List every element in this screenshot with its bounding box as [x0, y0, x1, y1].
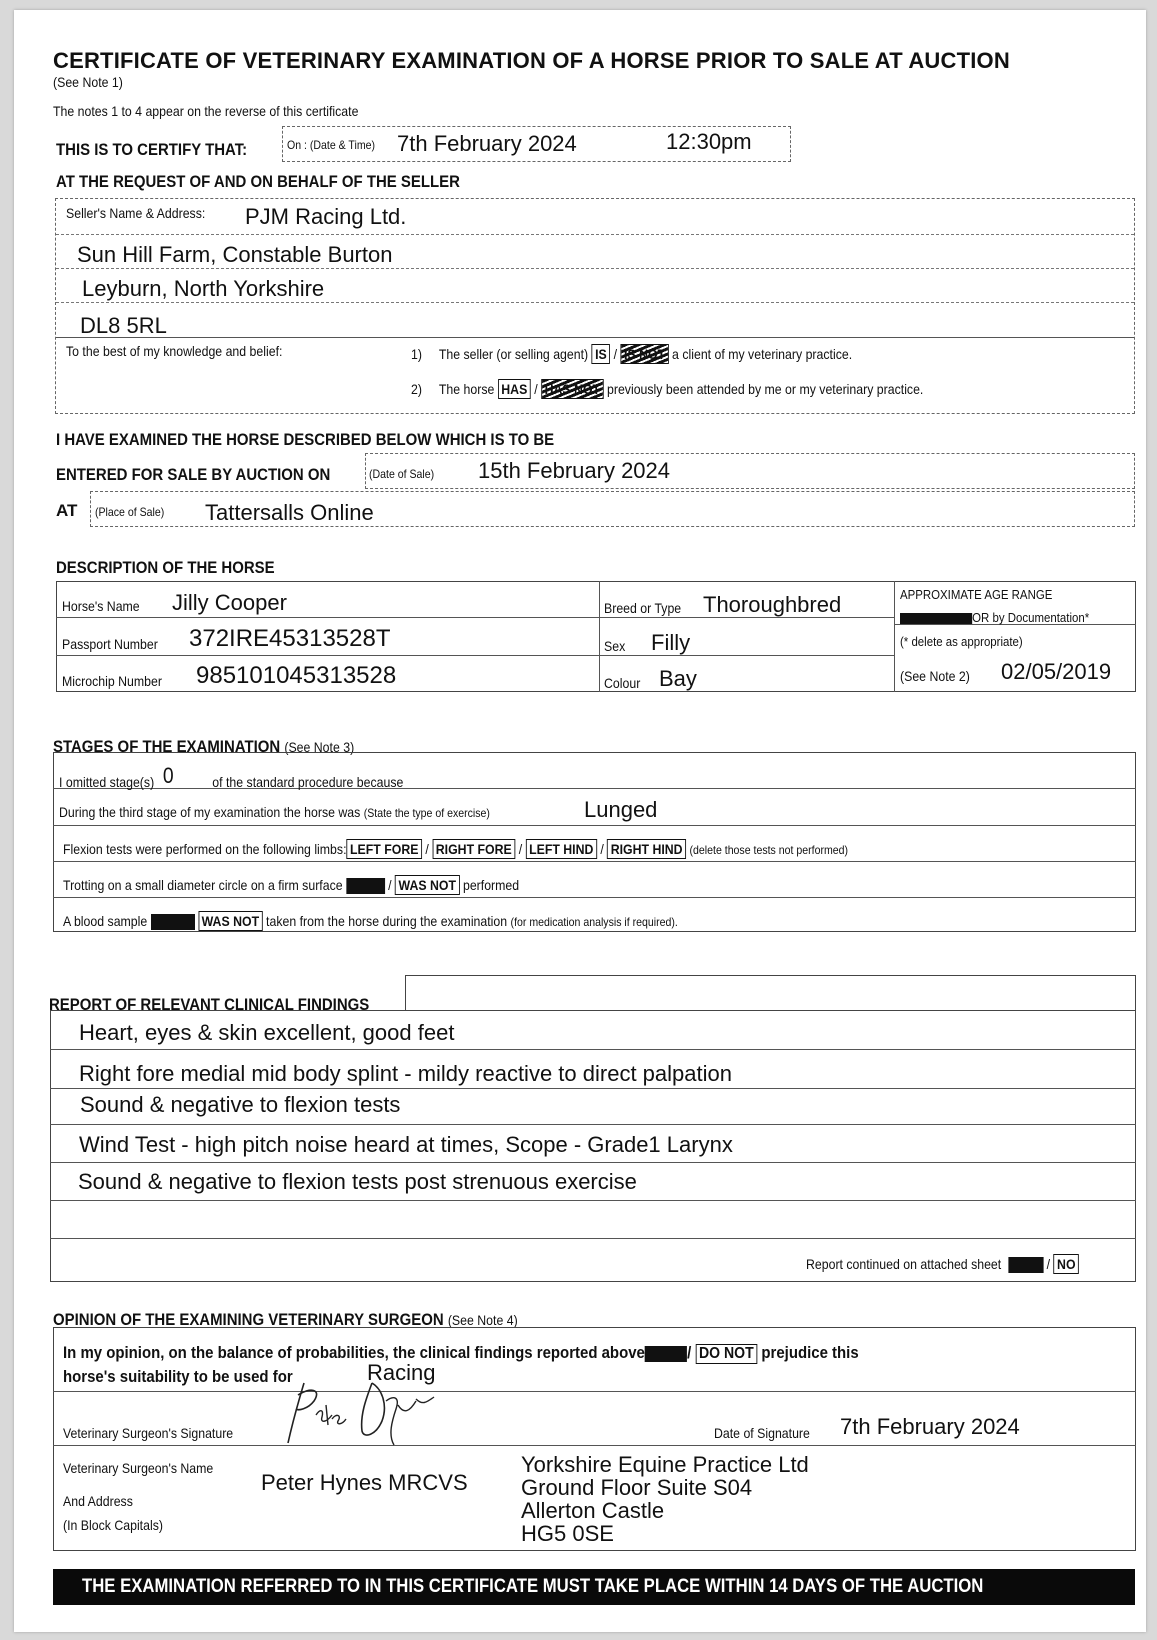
- limb-right-hind[interactable]: RIGHT HIND: [607, 839, 686, 859]
- trot-was-not-option[interactable]: WAS NOT: [395, 875, 460, 895]
- seller-client-statement: [411, 344, 852, 364]
- limb-right-fore[interactable]: RIGHT FORE: [432, 839, 515, 859]
- date-time-field[interactable]: [282, 126, 791, 162]
- certify-label: THIS IS TO CERTIFY THAT:: [56, 140, 248, 159]
- blood-post: taken from the horse during the examination: [266, 913, 508, 929]
- flexion-post: (delete those tests not performed): [689, 843, 849, 857]
- sale-date-label: (Date of Sale): [369, 467, 435, 481]
- vet-name-value[interactable]: Peter Hynes MRCVS: [261, 1470, 468, 1495]
- sale-date-field[interactable]: [365, 453, 1135, 489]
- vet-address-block[interactable]: [521, 1453, 809, 1545]
- intended-use-value[interactable]: Racing: [367, 1360, 436, 1385]
- third-stage-hint: (State the type of exercise): [363, 806, 490, 820]
- entered-label: ENTERED FOR SALE BY AUCTION ON: [56, 465, 331, 484]
- redaction: [900, 613, 972, 624]
- seller-name-value[interactable]: PJM Racing Ltd.: [245, 204, 407, 229]
- signature-label: Veterinary Surgeon's Signature: [63, 1425, 234, 1441]
- signature-svg: [276, 1375, 456, 1447]
- seller-address-line2[interactable]: Leyburn, North Yorkshire: [82, 276, 325, 301]
- slash: /: [388, 877, 392, 893]
- colour-value[interactable]: Bay: [659, 666, 697, 691]
- is-option[interactable]: IS: [592, 344, 611, 364]
- vet-address-line: Yorkshire Equine Practice Ltd: [521, 1452, 809, 1477]
- request-label: AT THE REQUEST OF AND ON BEHALF OF THE SELLER: [56, 172, 460, 191]
- vet-name-label: Veterinary Surgeon's Name: [63, 1460, 214, 1476]
- opinion-line2: horse's suitability to be used for: [63, 1367, 293, 1386]
- blood-pre: A blood sample: [63, 913, 148, 929]
- finding-line[interactable]: Sound & negative to flexion tests post strenuous exercise: [78, 1169, 637, 1194]
- omitted-pre: I omitted stage(s): [59, 774, 155, 790]
- seller-address-line1[interactable]: Sun Hill Farm, Constable Burton: [77, 242, 393, 267]
- slash: /: [425, 841, 429, 857]
- continued-no-option[interactable]: NO: [1054, 1254, 1080, 1274]
- omitted-value[interactable]: 0: [162, 763, 174, 788]
- footer-text: THE EXAMINATION REFERRED TO IN THIS CERTIFICATE MUST TAKE PLACE WITHIN 14 DAYS OF THE AUCTION: [81, 1576, 984, 1597]
- blood-was-redacted[interactable]: [151, 914, 195, 930]
- notes-line: The notes 1 to 4 appear on the reverse of this certificate: [53, 103, 359, 119]
- age-doc-label: OR by Documentation*: [972, 610, 1090, 625]
- slash: /: [1046, 1256, 1051, 1272]
- signature-date-value[interactable]: 7th February 2024: [840, 1414, 1020, 1439]
- has-not-option-struck[interactable]: HAS NOT: [541, 379, 603, 399]
- passport-label: Passport Number: [62, 636, 158, 652]
- at-label: AT: [56, 501, 78, 520]
- age-doc-line: [900, 610, 1089, 625]
- stages-title: STAGES OF THE EXAMINATION: [53, 737, 281, 756]
- continued-label: Report continued on attached sheet: [806, 1256, 1002, 1272]
- sale-place-value: Tattersalls Online: [205, 500, 374, 525]
- item2-pre: The horse: [438, 381, 495, 397]
- omitted-row: [59, 763, 404, 793]
- footer-notice: [53, 1569, 1135, 1605]
- blood-hint: (for medication analysis if required).: [510, 915, 678, 929]
- age-range-label: APPROXIMATE AGE RANGE: [900, 587, 1053, 602]
- belief-label: To the best of my knowledge and belief:: [66, 343, 283, 359]
- stages-note: (See Note 3): [284, 739, 355, 755]
- flexion-row: [63, 839, 848, 859]
- opinion-do-redacted[interactable]: [645, 1346, 687, 1362]
- microchip-value[interactable]: 985101045313528: [196, 662, 397, 689]
- flexion-pre: Flexion tests were performed on the following limbs:: [63, 841, 347, 857]
- vet-address-line: Allerton Castle: [521, 1498, 665, 1523]
- signature-date-label: Date of Signature: [714, 1425, 810, 1441]
- vet-address-line: HG5 0SE: [521, 1521, 614, 1546]
- date-time-label: On : (Date & Time): [287, 138, 376, 152]
- trot-post: performed: [462, 877, 520, 893]
- has-option[interactable]: HAS: [498, 379, 531, 399]
- findings-title: REPORT OF RELEVANT CLINICAL FINDINGS: [49, 995, 370, 1014]
- item1-pre: The seller (or selling agent): [438, 346, 589, 362]
- findings-title-box: [405, 975, 1136, 1011]
- trot-pre: Trotting on a small diameter circle on a firm surface: [63, 877, 343, 893]
- passport-value[interactable]: 372IRE45313528T: [189, 625, 391, 652]
- age-see-note: (See Note 2): [900, 668, 970, 684]
- opinion-line1-post: prejudice this: [761, 1343, 859, 1362]
- certificate-page: [14, 10, 1146, 1632]
- horse-attended-statement: [411, 379, 923, 399]
- third-stage-pre: During the third stage of my examination the horse was: [59, 804, 361, 820]
- continued-yes-redacted[interactable]: [1008, 1257, 1043, 1273]
- horse-name-label: Horse's Name: [62, 598, 140, 614]
- opinion-note: (See Note 4): [447, 1312, 518, 1328]
- finding-line[interactable]: Wind Test - high pitch noise heard at times, Scope - Grade1 Larynx: [79, 1132, 733, 1157]
- slash: /: [534, 381, 538, 397]
- limb-left-hind[interactable]: LEFT HIND: [526, 839, 597, 859]
- examined-label: I HAVE EXAMINED THE HORSE DESCRIBED BELOW WHICH IS TO BE: [56, 430, 555, 449]
- slash: /: [518, 841, 523, 857]
- item1-post: a client of my veterinary practice.: [672, 346, 853, 362]
- certificate-title: CERTIFICATE OF VETERINARY EXAMINATION OF A HORSE PRIOR TO SALE AT AUCTION: [53, 48, 1010, 73]
- finding-line[interactable]: Heart, eyes & skin excellent, good feet: [79, 1020, 455, 1045]
- do-not-option[interactable]: DO NOT: [695, 1344, 757, 1364]
- item2-post: previously been attended by me or my veterinary practice.: [606, 381, 924, 397]
- block-capitals-label: (In Block Capitals): [63, 1517, 163, 1533]
- sex-label: Sex: [604, 638, 626, 654]
- see-note-1: (See Note 1): [53, 74, 123, 90]
- opinion-line1-pre: In my opinion, on the balance of probabilities, the clinical findings reported above: [63, 1343, 645, 1362]
- trot-row: [63, 875, 519, 895]
- horse-name-value[interactable]: Jilly Cooper: [172, 590, 287, 615]
- dob-value[interactable]: 02/05/2019: [1001, 659, 1112, 684]
- microchip-label: Microchip Number: [62, 673, 162, 689]
- exam-time-value: 12:30pm: [666, 129, 752, 154]
- trot-was-redacted[interactable]: [346, 878, 385, 894]
- finding-line[interactable]: Right fore medial mid body splint - mildy reactive to direct palpation: [79, 1061, 732, 1086]
- blood-was-not-option[interactable]: WAS NOT: [198, 911, 263, 931]
- opinion-title: OPINION OF THE EXAMINING VETERINARY SURGEON: [53, 1310, 444, 1329]
- horse-section-title: DESCRIPTION OF THE HORSE: [56, 558, 275, 577]
- blood-row: [63, 911, 678, 931]
- third-stage-value[interactable]: Lunged: [584, 797, 658, 822]
- sex-value[interactable]: Filly: [651, 630, 691, 655]
- slash: /: [613, 346, 618, 362]
- sale-place-field[interactable]: [90, 491, 1135, 527]
- limb-left-fore[interactable]: LEFT FORE: [346, 839, 421, 859]
- item2-number: 2): [411, 381, 422, 397]
- opinion-line1: [63, 1343, 859, 1364]
- colour-label: Colour: [604, 675, 641, 691]
- sale-date-value: 15th February 2024: [478, 458, 671, 483]
- slash: /: [600, 841, 604, 857]
- finding-line[interactable]: Sound & negative to flexion tests: [80, 1092, 401, 1117]
- third-stage-row: [59, 804, 490, 820]
- slash: /: [687, 1343, 692, 1362]
- omitted-post: of the standard procedure because: [212, 774, 404, 790]
- sale-place-label: (Place of Sale): [95, 505, 165, 519]
- vet-address-line: Ground Floor Suite S04: [521, 1475, 753, 1500]
- seller-name-label: Seller's Name & Address:: [66, 205, 206, 221]
- vet-signature[interactable]: [276, 1375, 456, 1447]
- vet-address-label: And Address: [63, 1493, 133, 1509]
- exam-date-value: 7th February 2024: [397, 131, 577, 156]
- breed-value[interactable]: Thoroughbred: [703, 592, 842, 617]
- item1-number: 1): [411, 346, 422, 362]
- breed-label: Breed or Type: [604, 600, 682, 616]
- seller-postcode[interactable]: DL8 5RL: [80, 313, 167, 338]
- is-not-option-struck[interactable]: IS NOT: [621, 344, 669, 364]
- age-delete-note: (* delete as appropriate): [900, 634, 1023, 649]
- continued-row: [806, 1254, 1079, 1274]
